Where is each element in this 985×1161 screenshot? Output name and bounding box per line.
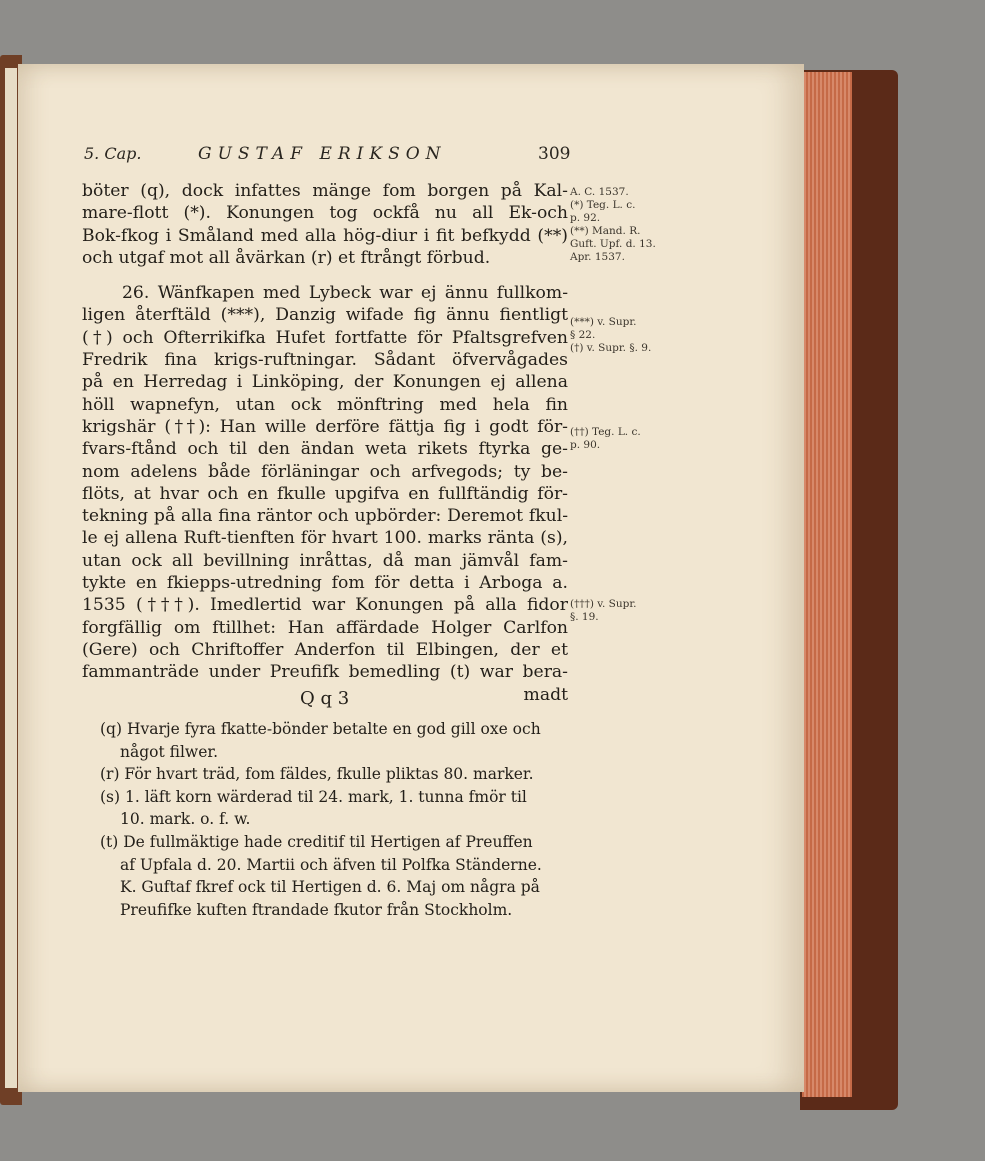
text-line: och utgaf mot all åvärkan (r) et ftrångt förbud. <box>82 247 491 268</box>
text-line: mare-flott (*). Konungen tog ockfå nu all Ek-och <box>82 203 568 224</box>
margin-note-line: Guft. Upf. d. 13. <box>570 238 656 250</box>
text-line: Bok-fkog i Småland med alla hög-diur i fit befkydd (**) <box>82 225 568 246</box>
text-line: höll wapnefyn, utan ock mönftring med hela fin <box>82 394 568 415</box>
text-line: tykte en fkiepps-utredning fom för detta i Arboga a. <box>82 573 568 594</box>
margin-note-line: §. 19. <box>570 611 599 623</box>
margin-note-line: (*) Teg. L. c. <box>570 199 636 211</box>
margin-note-line: A. C. 1537. <box>570 186 629 198</box>
body-text <box>82 180 568 706</box>
text-line: flöts, at hvar och en fkulle upgifva en fullftändig för- <box>82 483 568 504</box>
margin-note-line: (††) Teg. L. c. <box>570 426 641 438</box>
margin-note-line: p. 90. <box>570 439 601 451</box>
text-line: tekning på alla fina räntor och upbörder: Deremot fkul- <box>82 506 568 527</box>
text-line: på en Herredag i Linköping, der Konungen ej allena <box>82 372 568 393</box>
text-line: fvars-ftånd och til den ändan weta rikets ftyrka ge- <box>82 439 568 460</box>
margin-note-line: § 22. <box>570 329 596 341</box>
footnote-line: K. Guftaf fkref ock til Hertigen d. 6. Maj om några på <box>120 878 540 897</box>
text-line: (†) och Ofterrikifka Hufet fortfatte för Pfaltsgrefven <box>82 327 568 348</box>
text-line: böter (q), dock infattes mänge fom borgen på Kal- <box>82 181 568 201</box>
margin-note-line: Apr. 1537. <box>570 251 625 263</box>
footnote-line: af Upfala d. 20. Martii och äfven til Polfka Ständerne. <box>120 855 542 874</box>
text-line: krigshär (††): Han wille derföre fättja fig i godt för- <box>82 416 568 437</box>
text-line: 26. Wänfkapen med Lybeck war ej ännu fullkom- <box>122 283 568 304</box>
margin-note-line: (**) Mand. R. <box>570 225 641 237</box>
margin-note <box>570 186 680 264</box>
footnotes <box>100 718 570 921</box>
margin-note <box>570 426 680 452</box>
footnote-line: (s) 1. läft korn wärderad til 24. mark, 1. tunna fmör til <box>100 787 527 806</box>
text-line: fammanträde under Preufifk bemedling (t) war bera- <box>82 662 568 683</box>
left-page-edge <box>5 68 17 1088</box>
running-title: GUSTAF ERIKSON <box>198 144 447 164</box>
signature-mark: Q q 3 <box>300 688 350 709</box>
footnote-line: (q) Hvarje fyra fkatte-bönder betalte en god gill oxe och <box>100 720 541 738</box>
text-line: utan ock all bevillning inråttas, då man jämvål fam- <box>82 550 568 571</box>
footnote-line: något filwer. <box>120 742 219 761</box>
page-number: 309 <box>538 144 571 164</box>
margin-note <box>570 598 680 624</box>
text-line: le ej allena Ruft-tienften för hvart 100. marks ränta (s), <box>82 528 568 549</box>
footnote-line: 10. mark. o. f. w. <box>120 810 251 829</box>
footnote-line: (r) För hvart träd, fom fäldes, fkulle pliktas 80. marker. <box>100 765 534 784</box>
text-line: (Gere) och Chriftoffer Anderfon til Elbingen, der et <box>82 639 568 660</box>
running-header <box>0 144 985 170</box>
margin-note <box>570 316 680 355</box>
margin-note-line: p. 92. <box>570 212 601 224</box>
footnote-line: (t) De fullmäktige hade creditif til Hertigen af Preuffen <box>100 832 533 851</box>
text-line: 1535 (†††). Imedlertid war Konungen på alla fidor <box>82 595 568 616</box>
chapter-label: 5. Cap. <box>84 144 142 163</box>
page-fore-edge <box>802 72 852 1097</box>
text-line: forgfällig om ftillhet: Han affärdade Holger Carlfon <box>82 617 568 638</box>
text-line: Fredrik fina krigs-ruftningar. Sådant öfvervågades <box>82 350 568 371</box>
margin-note-line: (†††) v. Supr. <box>570 598 637 610</box>
paragraph-gap <box>82 269 568 282</box>
margin-note-line: (***) v. Supr. <box>570 316 637 328</box>
margin-note-line: (†) v. Supr. §. 9. <box>570 342 652 354</box>
footnote-line: Preufifke kuften ftrandade fkutor från Stockholm. <box>120 900 513 919</box>
text-line: ligen återftäld (***), Danzig wifade fig ännu fientligt <box>82 305 568 326</box>
catchword: madt <box>523 684 568 705</box>
text-line: nom adelens både förläningar och arfvegods; ty be- <box>82 461 568 482</box>
